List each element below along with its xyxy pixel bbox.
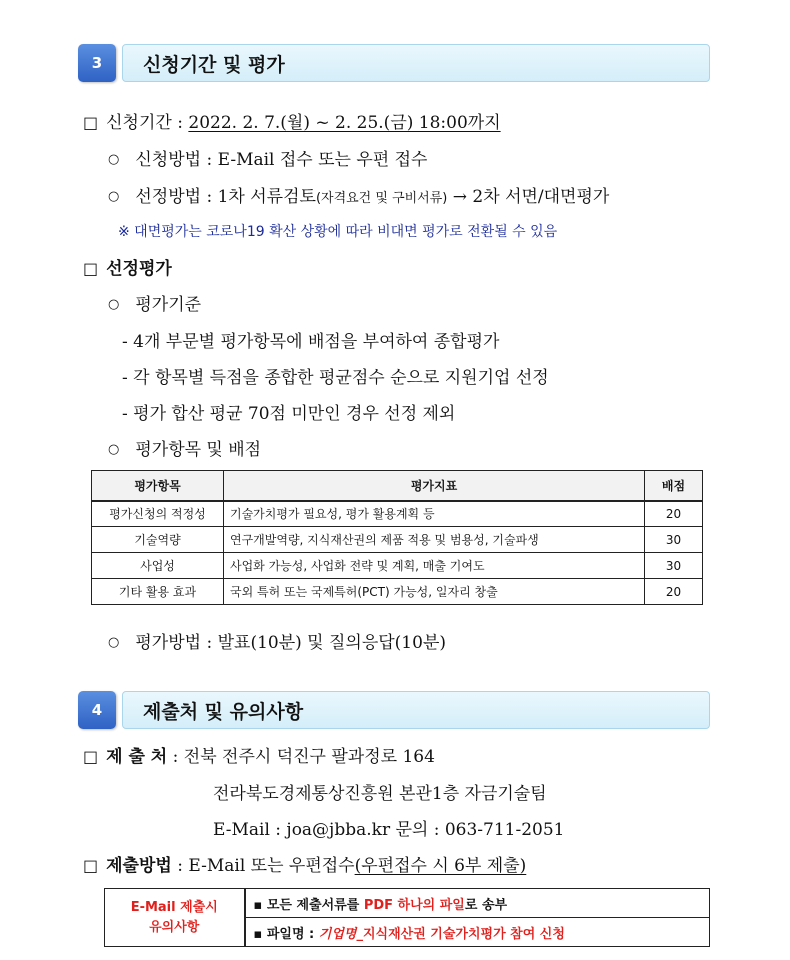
square-bullet-icon: ▪ xyxy=(253,897,263,913)
section-3-title: 신청기간 및 평가 xyxy=(122,44,710,82)
table-row xyxy=(92,527,703,553)
submit-address: 전북 전주시 덕진구 팔과정로 164 xyxy=(183,747,435,767)
circle-bullet-icon: ○ xyxy=(108,635,120,650)
circle-bullet-icon: ○ xyxy=(108,152,120,167)
cell-score: 20 xyxy=(645,501,703,527)
checkbox-bullet-icon: □ xyxy=(83,856,99,875)
evaluation-table xyxy=(91,470,703,605)
section-3-number: 3 xyxy=(78,44,116,82)
cell-indicator: 연구개발역량, 지식재산권의 제품 적용 및 범용성, 기술파생 xyxy=(224,527,645,553)
section-4-header xyxy=(78,691,710,729)
method-label: 신청방법 xyxy=(135,150,202,170)
section-4-number: 4 xyxy=(78,691,116,729)
selection-label: 선정방법 xyxy=(135,187,202,207)
checkbox-bullet-icon: □ xyxy=(83,747,99,766)
cell-indicator: 기술가치평가 필요성, 평가 활용계획 등 xyxy=(224,501,645,527)
table-header-row xyxy=(92,471,703,501)
submit-method-value: E-Mail 또는 우편접수 xyxy=(188,856,355,876)
section-4-title: 제출처 및 유의사항 xyxy=(122,691,710,729)
table-row xyxy=(92,579,703,605)
cell-item: 기술역량 xyxy=(92,527,224,553)
cell-item: 기타 활용 효과 xyxy=(92,579,224,605)
application-period: □ 신청기간 : 2022. 2. 7.(월) ~ 2. 25.(금) 18:00까지 xyxy=(83,113,501,133)
criteria-item: - 평가 합산 평균 70점 미만인 경우 선정 제외 xyxy=(122,404,456,424)
section-3-header xyxy=(78,44,710,82)
items-scores-label: 평가항목 및 배점 xyxy=(135,440,262,460)
notice-row-filename: ▪ 파일명 : 기업명_지식재산권 기술가치평가 참여 신청 xyxy=(245,918,710,947)
criteria-item: - 4개 부문별 평가항목에 배점을 부여하여 종합평가 xyxy=(122,332,500,352)
evaluation-label: 선정평가 xyxy=(106,259,172,279)
submit-to-label: 제 출 처 xyxy=(106,747,168,767)
col-header-item: 평가항목 xyxy=(92,471,224,501)
submit-organization: 전라북도경제통상진흥원 본관1층 자금기술팀 xyxy=(213,784,547,804)
selection-evaluation xyxy=(83,254,172,279)
notice-title: E-Mail 제출시 유의사항 xyxy=(105,889,245,947)
circle-bullet-icon: ○ xyxy=(108,442,120,457)
cell-score: 20 xyxy=(645,579,703,605)
evaluation-items-scores xyxy=(108,435,261,460)
circle-bullet-icon: ○ xyxy=(108,189,120,204)
col-header-indicator: 평가지표 xyxy=(224,471,645,501)
eval-method-value: 발표(10분) 및 질의응답(10분) xyxy=(217,633,446,653)
cell-indicator: 국외 특허 또는 국제특허(PCT) 가능성, 일자리 창출 xyxy=(224,579,645,605)
table-row xyxy=(92,553,703,579)
submission-place: □ 제 출 처 : 전북 전주시 덕진구 팔과정로 164 xyxy=(83,747,435,767)
period-value: 2022. 2. 7.(월) ~ 2. 25.(금) 18:00까지 xyxy=(188,113,501,133)
submit-contact: E-Mail : joa@jbba.kr 문의 : 063-711-2051 xyxy=(213,820,565,840)
square-bullet-icon: ▪ xyxy=(253,926,263,942)
cell-item: 평가신청의 적정성 xyxy=(92,501,224,527)
notice-row-pdf: ▪ 모든 제출서류를 PDF 하나의 파일로 송부 xyxy=(245,889,710,918)
evaluation-method: ○ 평가방법 : 발표(10분) 및 질의응답(10분) xyxy=(108,633,446,653)
criteria-label: 평가기준 xyxy=(135,295,202,315)
cell-indicator: 사업화 가능성, 사업화 전략 및 계획, 매출 기여도 xyxy=(224,553,645,579)
col-header-score: 배점 xyxy=(645,471,703,501)
eval-method-label: 평가방법 xyxy=(135,633,202,653)
checkbox-bullet-icon: □ xyxy=(83,113,99,132)
table-row xyxy=(92,501,703,527)
evaluation-criteria xyxy=(108,290,201,315)
email-notice-table xyxy=(104,888,710,947)
online-eval-note: ※ 대면평가는 코로나19 확산 상황에 따라 비대면 평가로 전환될 수 있음 xyxy=(118,224,558,240)
period-label: 신청기간 xyxy=(106,113,172,133)
cell-score: 30 xyxy=(645,553,703,579)
table-row xyxy=(105,889,710,918)
cell-item: 사업성 xyxy=(92,553,224,579)
submit-method-label: 제출방법 xyxy=(106,856,172,876)
method-value: E-Mail 접수 또는 우편 접수 xyxy=(217,150,428,170)
cell-score: 30 xyxy=(645,527,703,553)
selection-method: ○ 선정방법 : 1차 서류검토(자격요건 및 구비서류) → 2차 서면/대면평가 xyxy=(108,187,610,207)
checkbox-bullet-icon: □ xyxy=(83,259,99,278)
circle-bullet-icon: ○ xyxy=(108,297,120,312)
criteria-item: - 각 항목별 득점을 종합한 평균점수 순으로 지원기업 선정 xyxy=(122,368,549,388)
submission-method: □ 제출방법 : E-Mail 또는 우편접수(우편접수 시 6부 제출) xyxy=(83,856,527,876)
application-method: ○ 신청방법 : E-Mail 접수 또는 우편 접수 xyxy=(108,150,428,170)
